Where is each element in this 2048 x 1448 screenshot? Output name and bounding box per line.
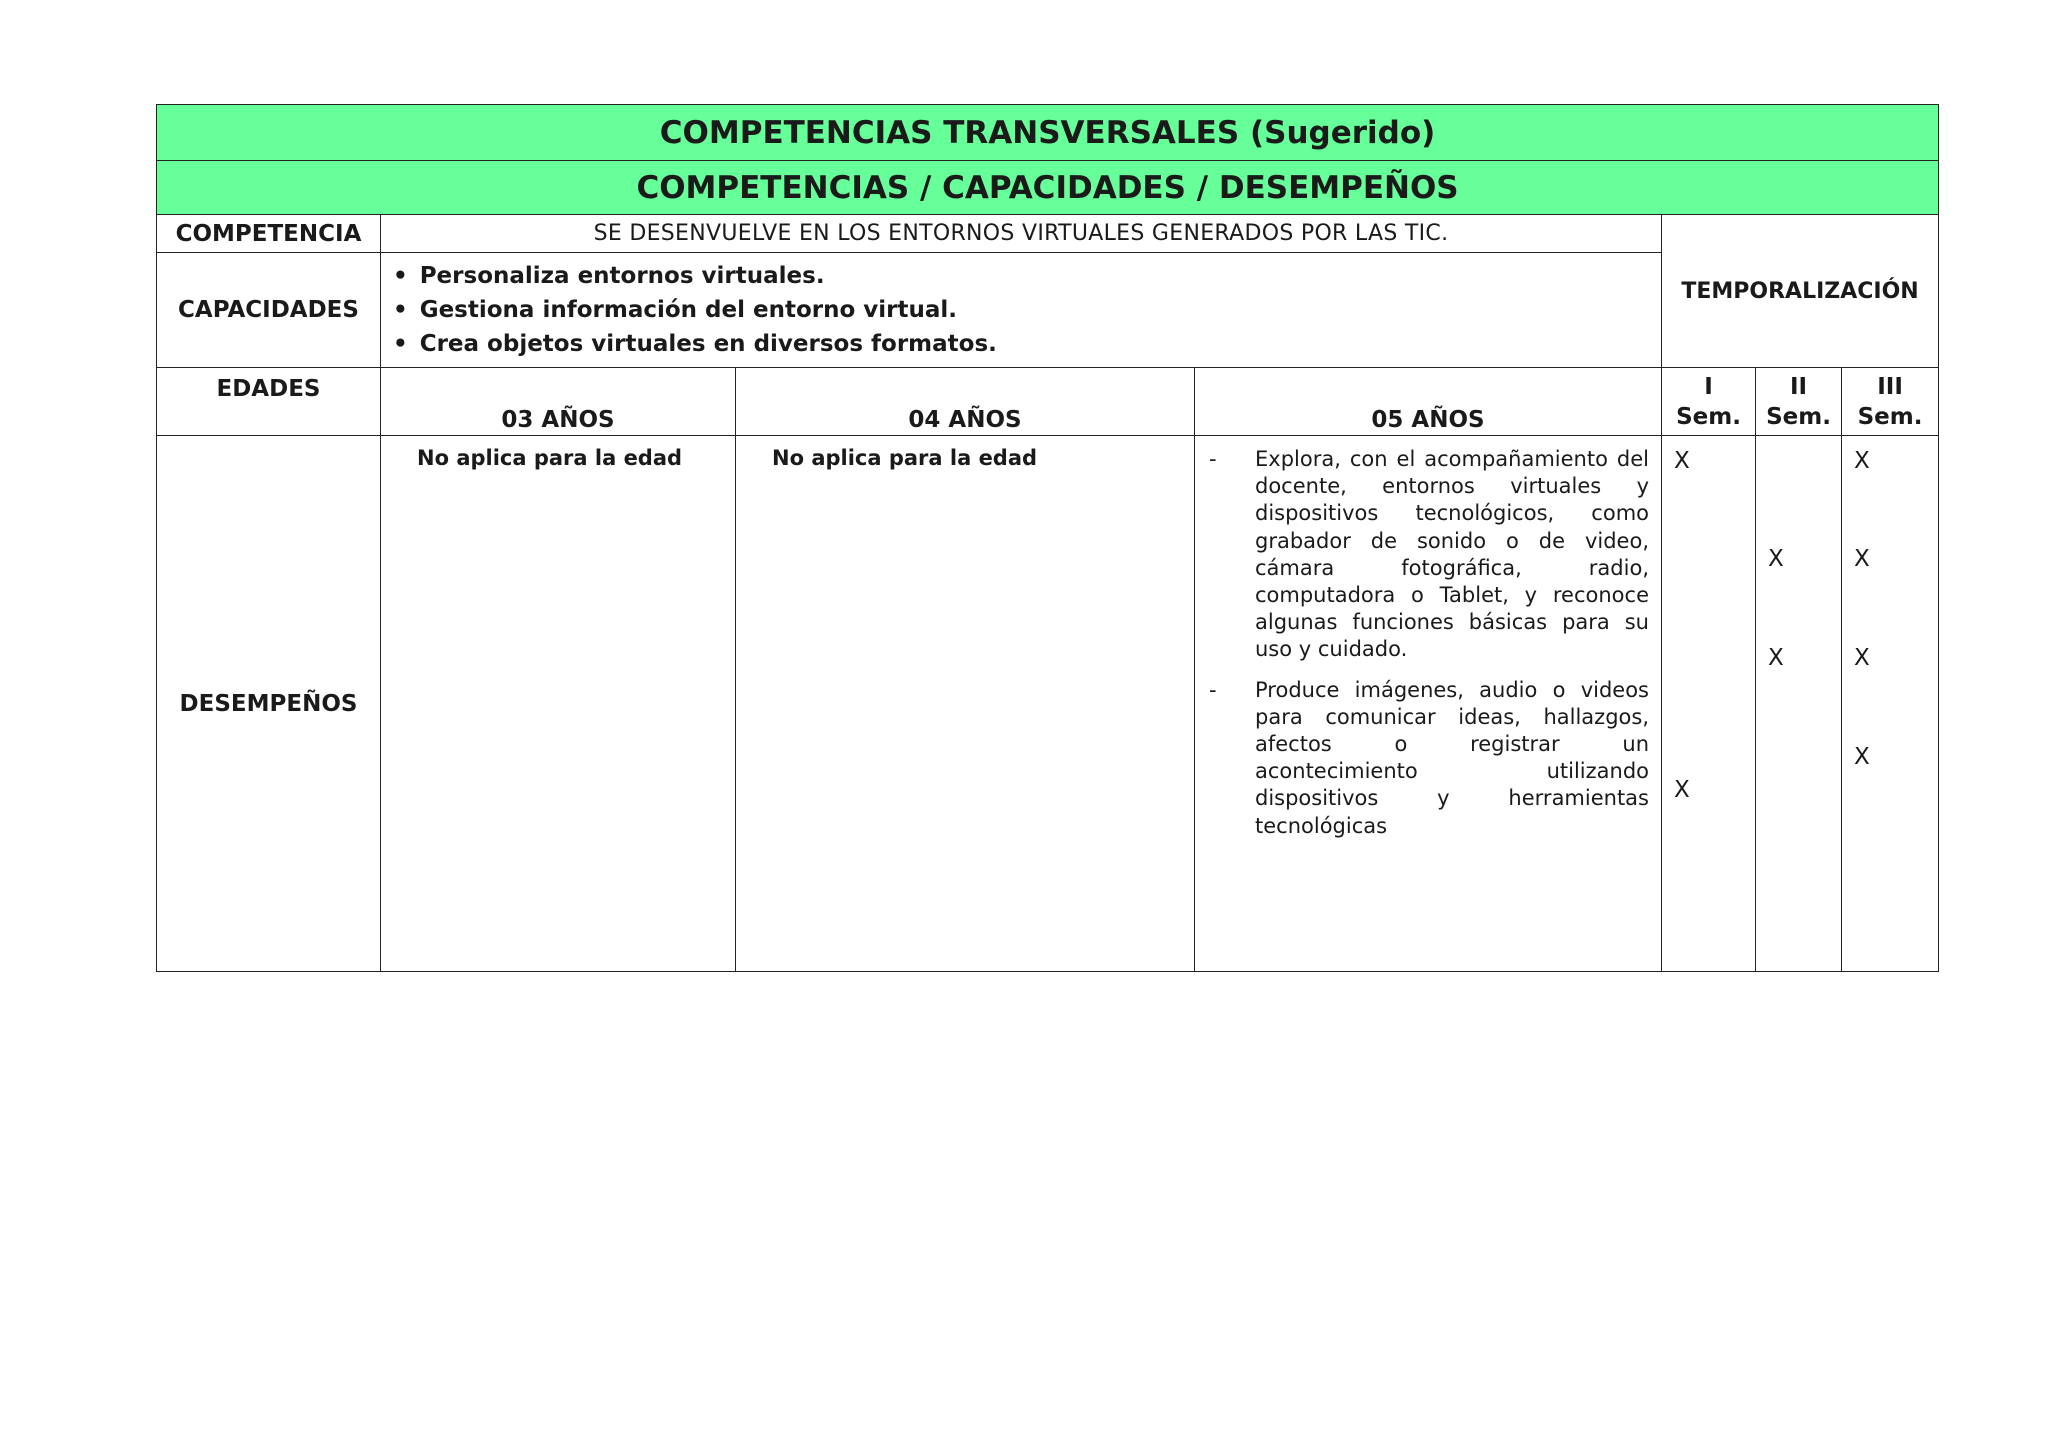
list-dash: - bbox=[1209, 447, 1217, 471]
temporalizacion-label: TEMPORALIZACIÓN bbox=[1662, 215, 1939, 368]
desempenos-label: DESEMPEÑOS bbox=[157, 436, 381, 972]
competencias-table bbox=[156, 104, 1939, 972]
desempeno-item bbox=[1207, 677, 1649, 840]
semester-2-marks bbox=[1756, 436, 1842, 972]
semester-1-marks bbox=[1662, 436, 1756, 972]
capacidad-item: • Gestiona información del entorno virtual. bbox=[393, 293, 1661, 327]
semester-suffix: Sem. bbox=[1676, 403, 1741, 430]
competencia-value: SE DESENVUELVE EN LOS ENTORNOS VIRTUALES GENERADOS POR LAS TIC. bbox=[381, 215, 1662, 253]
capacidades-cell bbox=[381, 253, 1662, 368]
age-05-desempenos bbox=[1195, 436, 1662, 972]
x-mark: X bbox=[1768, 546, 1784, 572]
semester-1-header bbox=[1662, 368, 1756, 436]
x-mark: X bbox=[1674, 448, 1690, 474]
capacidad-item: • Crea objetos virtuales en diversos formatos. bbox=[393, 327, 1661, 361]
semester-2-header bbox=[1756, 368, 1842, 436]
semester-3-marks bbox=[1842, 436, 1939, 972]
age-03-desempeno: No aplica para la edad bbox=[381, 436, 736, 972]
semester-suffix: Sem. bbox=[1857, 403, 1923, 430]
capacidad-item: • Personaliza entornos virtuales. bbox=[393, 259, 1661, 293]
semester-numeral: I bbox=[1704, 373, 1713, 400]
table-subtitle: COMPETENCIAS / CAPACIDADES / DESEMPEÑOS bbox=[157, 161, 1939, 215]
list-dash: - bbox=[1209, 677, 1217, 702]
table-title: COMPETENCIAS TRANSVERSALES (Sugerido) bbox=[157, 105, 1939, 161]
x-mark: X bbox=[1854, 546, 1870, 572]
x-mark: X bbox=[1854, 645, 1870, 671]
semester-numeral: II bbox=[1789, 373, 1808, 400]
semester-suffix: Sem. bbox=[1766, 403, 1831, 430]
age-03: 03 AÑOS bbox=[381, 368, 736, 436]
capacidades-label: CAPACIDADES bbox=[157, 253, 381, 368]
competencia-label: COMPETENCIA bbox=[157, 215, 381, 253]
x-mark: X bbox=[1854, 448, 1870, 474]
x-mark: X bbox=[1674, 777, 1690, 803]
semester-3-header bbox=[1842, 368, 1939, 436]
x-mark: X bbox=[1854, 744, 1870, 770]
age-04: 04 AÑOS bbox=[736, 368, 1195, 436]
desempeno-item bbox=[1207, 446, 1649, 664]
x-mark: X bbox=[1768, 645, 1784, 671]
desempeno-text: Explora, con el acompañamiento del docente, entornos virtuales y dispositivos tecnológicos, como grabador de sonido o de video, cámara fotográfica, radio, computadora o Tablet, y reconoce algunas funciones básicas para su uso y cuidado. bbox=[1255, 447, 1649, 662]
age-04-desempeno: No aplica para la edad bbox=[736, 436, 1195, 972]
edades-label: EDADES bbox=[157, 368, 381, 436]
desempeno-text: Produce imágenes, audio o videos para comunicar ideas, hallazgos, afectos o registrar un acontecimiento utilizando dispositivos y herramientas tecnológicas bbox=[1255, 677, 1649, 838]
capacidades-list bbox=[381, 253, 1661, 367]
age-05: 05 AÑOS bbox=[1195, 368, 1662, 436]
semester-numeral: III bbox=[1877, 373, 1903, 400]
